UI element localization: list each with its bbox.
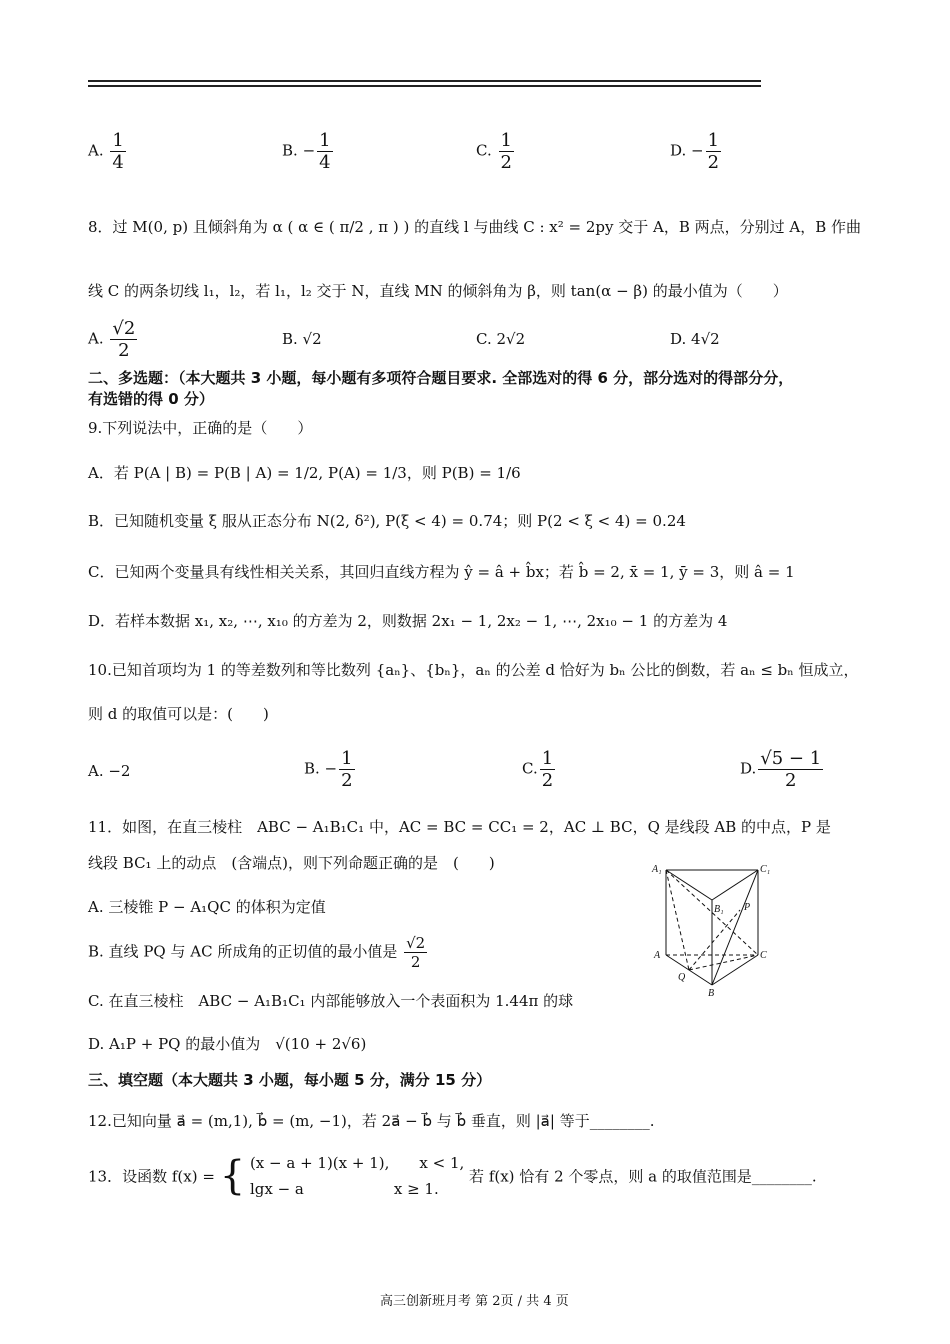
q10-option-b: B. − $\frac{1}{2}$	[304, 748, 353, 791]
q9-stem: 9.下列说法中，正确的是（ ）	[88, 419, 313, 437]
q13: 13．设函数 f(x) = { (x − a + 1)(x + 1), x < 1, lgx − a x ≥ 1. 若 f(x) 恰有 2 个零点，则 a 的取值范围是________.	[88, 1150, 817, 1202]
q11-option-d: D. A₁P + PQ 的最小值为 √(10 + 2√6)	[88, 1035, 367, 1053]
q13-suffix: 若 f(x) 恰有 2 个零点，则 a 的取值范围是________.	[469, 1167, 817, 1186]
q13-case1: (x − a + 1)(x + 1), x < 1,	[249, 1154, 465, 1172]
q10-option-a: A. −2	[88, 762, 131, 780]
header-rule-top	[88, 80, 761, 82]
q9-option-d: D．若样本数据 x₁, x₂, ⋯, x₁₀ 的方差为 2，则数据 2x₁ − 1, 2x₂ − 1, ⋯, 2x₁₀ − 1 的方差为 4	[88, 612, 728, 630]
q9-option-a: A．若 P(A | B) = P(B | A) = 1/2, P(A) = 1/3，则 P(B) = 1/6	[88, 464, 521, 482]
q8-option-b: B. √2	[282, 330, 322, 348]
q8-option-a: A. $\frac{√2}{2}$	[88, 318, 136, 361]
q11-line1: 11．如图，在直三棱柱 ABC − A₁B₁C₁ 中，AC = BC = CC₁ = 2，AC ⊥ BC，Q 是线段 AB 的中点，P 是	[88, 818, 831, 836]
q8-line2: 线 C 的两条切线 l₁，l₂，若 l₁，l₂ 交于 N，直线 MN 的倾斜角为 β，则 tan(α − β) 的最小值为（ ）	[88, 282, 788, 300]
q11-option-c: C. 在直三棱柱 ABC − A₁B₁C₁ 内部能够放入一个表面积为 1.44π 的球	[88, 992, 574, 1010]
q7-option-a: A. $\frac{1}{4}$	[88, 130, 124, 173]
q10-option-c: C. $\frac{1}{2}$	[522, 748, 554, 791]
header-rule-bottom	[88, 85, 761, 87]
q11-option-a: A. 三棱锥 P − A₁QC 的体积为定值	[88, 898, 326, 916]
section3-heading: 三、填空题（本大题共 3 小题，每小题 5 分，满分 15 分）	[88, 1071, 492, 1089]
q8-option-c: C. 2√2	[476, 330, 526, 348]
q8-option-d: D. 4√2	[670, 330, 720, 348]
q10-line2: 则 d 的取值可以是：( )	[88, 705, 269, 723]
fig-label-a: A	[654, 950, 661, 961]
q12-text: 12.已知向量 a⃗ = (m,1), b⃗ = (m, −1)，若 2a⃗ − b⃗ 与 b⃗ 垂直，则 |a⃗| 等于________.	[88, 1112, 655, 1130]
q9-option-c: C．已知两个变量具有线性相关关系，其回归直线方程为 ŷ = â + b̂x；若 b̂ = 2, x̄ = 1, ȳ = 3，则 â = 1	[88, 563, 795, 581]
q7-option-b: B. − $\frac{1}{4}$	[282, 130, 331, 173]
q9-option-b: B．已知随机变量 ξ 服从正态分布 N(2, δ²), P(ξ < 4) = 0.74；则 P(2 < ξ < 4) = 0.24	[88, 512, 686, 530]
prism-figure	[650, 860, 780, 1000]
q7-option-c: C. $\frac{1}{2}$	[476, 130, 512, 173]
q10-option-d: D. $\frac{√5 - 1}{2}$	[740, 748, 822, 791]
fig-label-q: Q	[678, 972, 686, 983]
fig-label-c: C	[760, 950, 767, 961]
q7-option-d: D. − $\frac{1}{2}$	[670, 130, 720, 173]
fig-label-a1: A₁	[652, 864, 662, 875]
q10-line1: 10.已知首项均为 1 的等差数列和等比数列 {aₙ}、{bₙ}，aₙ 的公差 d 恰好为 bₙ 公比的倒数，若 aₙ ≤ bₙ 恒成立，	[88, 661, 859, 679]
section2-heading-line2: 有选错的得 0 分）	[88, 390, 214, 408]
q11-line2: 线段 BC₁ 上的动点 (含端点)，则下列命题正确的是 ( )	[88, 854, 495, 872]
q13-prefix: 13．设函数 f(x) =	[88, 1167, 215, 1186]
section2-heading-line1: 二、多选题：（本大题共 3 小题，每小题有多项符合题目要求. 全部选对的得 6 分，部分选对的得部分分，	[88, 369, 794, 387]
fig-label-b1: B₁	[714, 904, 724, 915]
q11-option-b: B. 直线 PQ 与 AC 所成角的正切值的最小值是 $\frac{√2}{2}$	[88, 934, 426, 971]
page-footer: 高三创新班月考 第 2页 / 共 4 页	[380, 1294, 569, 1309]
fig-label-b: B	[708, 988, 715, 999]
fig-label-p: P	[744, 902, 751, 913]
fig-label-c1: C₁	[760, 864, 771, 875]
q8-line1: 8．过 M(0, p) 且倾斜角为 α ( α ∈ ( π/2 , π ) ) 的直线 l 与曲线 C : x² = 2py 交于 A，B 两点，分别过 A，B 作曲	[88, 218, 862, 236]
q13-case2: lgx − a x ≥ 1.	[249, 1180, 439, 1198]
